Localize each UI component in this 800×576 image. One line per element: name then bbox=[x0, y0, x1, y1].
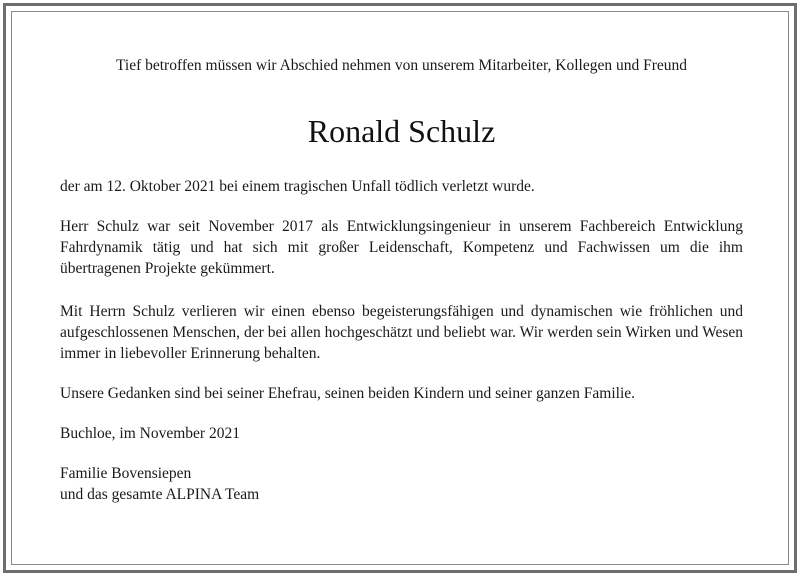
paragraph-date: der am 12. Oktober 2021 bei einem tragischen Unfall tödlich verletzt wurde. bbox=[60, 178, 535, 195]
intro-line: Tief betroffen müssen wir Abschied nehmen von unserem Mitarbeiter, Kollegen und Freund bbox=[115, 57, 688, 74]
paragraph-career: Herr Schulz war seit November 2017 als Entwicklungsingenieur in unserem Fachbereich Entwicklung Fahrdynamik tätig und hat sich mit großer Leidenschaft, Kompetenz und Fachwissen um die ihm übertragenen Projekte gekümmert. bbox=[60, 218, 743, 277]
paragraph-condolences: Unsere Gedanken sind bei seiner Ehefrau, seinen beiden Kindern und seiner ganzen Familie. bbox=[60, 385, 636, 402]
signature-line-family: Familie Bovensiepen bbox=[60, 465, 192, 482]
deceased-name: Ronald Schulz bbox=[307, 113, 496, 149]
notice-content bbox=[60, 55, 743, 505]
paragraph-character: Mit Herrn Schulz verlieren wir einen ebenso begeisterungsfähigen und dynamischen wie fröhlichen und aufgeschlossenen Menschen, der bei allen hochgeschätzt und beliebt war. Wir werden sein Wirken und Wesen immer in liebevoller Erinnerung behalten. bbox=[60, 303, 743, 362]
signature-line-team: und das gesamte ALPINA Team bbox=[60, 486, 260, 503]
place-date-line: Buchloe, im November 2021 bbox=[60, 425, 240, 442]
signature-block bbox=[60, 463, 743, 505]
